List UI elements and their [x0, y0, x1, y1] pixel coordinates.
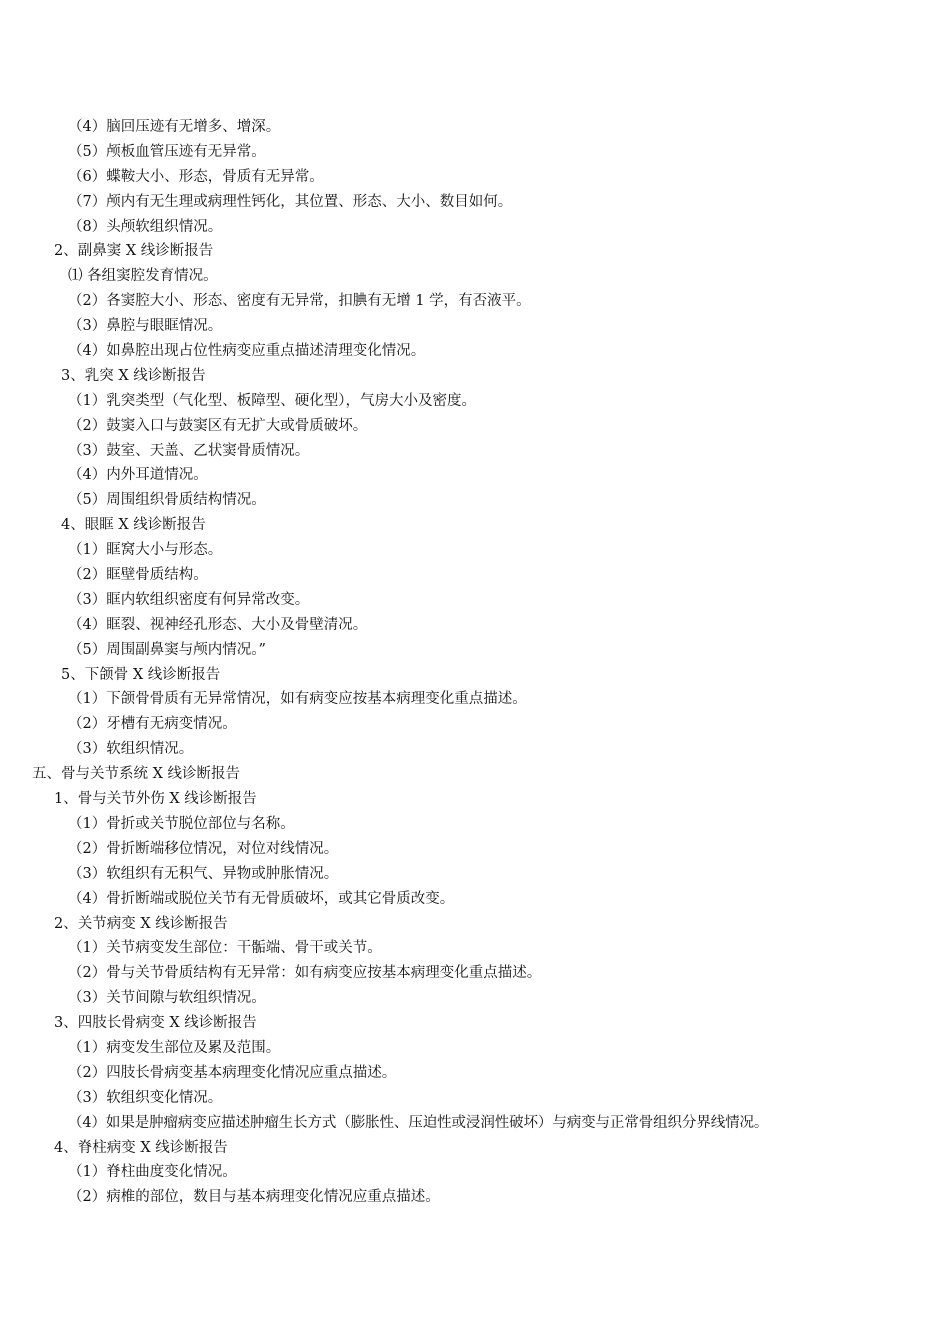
document-body — [0, 115, 950, 1210]
list-item: （4）骨折断端或脱位关节有无骨质破坏，或其它骨质改变。 — [68, 890, 455, 907]
list-item: （3）软组织情况。 — [68, 741, 194, 758]
list-item: （4）眶裂、视神经孔形态、大小及骨壁清况。 — [68, 616, 368, 633]
subsection-heading: 1、骨与关节外伤 X 线诊断报告 — [54, 791, 257, 808]
list-item: （7）颅内有无生理或病理性钙化，其位置、形态、大小、数目如何。 — [68, 193, 513, 210]
list-item: （2）牙槽有无病变情况。 — [68, 716, 237, 733]
list-item: （1）病变发生部位及累及范围。 — [68, 1039, 281, 1056]
list-item: （8）头颅软组织情况。 — [68, 218, 223, 235]
list-item: （1）乳突类型（气化型、板障型、硬化型），气房大小及密度。 — [68, 392, 476, 409]
list-item: （1）眶窝大小与形态。 — [68, 542, 223, 559]
list-item: （1）骨折或关节脱位部位与名称。 — [68, 815, 295, 832]
list-item: （1）关节病变发生部位：干骺端、骨干或关节。 — [68, 940, 382, 957]
list-item: （2）各窦腔大小、形态、密度有无异常，扣腆有无增 1 学，有否液平。 — [68, 293, 531, 310]
list-item: （3）软组织有无积气、异物或肿胀情况。 — [68, 865, 339, 882]
subsection-heading: 3、四肢长骨病变 X 线诊断报告 — [54, 1015, 257, 1032]
subsection-heading: 5、下颌骨 X 线诊断报告 — [61, 666, 221, 683]
list-item: （4）脑回压迹有无增多、增深。 — [68, 119, 281, 135]
list-item: ⑴ 各组窦腔发育情况。 — [68, 268, 218, 285]
subsection-heading: 2、关节病变 X 线诊断报告 — [54, 915, 228, 932]
list-item: （4）如果是肿瘤病变应描述肿瘤生长方式（膨胀性、压迫性或浸润性破坏）与病变与正常骨组织分界线情况。 — [68, 1114, 769, 1131]
list-item: （4）如鼻腔出现占位性病变应重点描述清理变化情况。 — [68, 343, 426, 360]
list-item: （1）下颌骨骨质有无异常情况，如有病变应按基本病理变化重点描述。 — [68, 691, 527, 708]
list-item: （2）眶壁骨质结构。 — [68, 567, 208, 584]
subsection-heading: 4、脊柱病变 X 线诊断报告 — [54, 1139, 228, 1156]
list-item: （4）内外耳道情况。 — [68, 467, 208, 484]
section-heading: 五、骨与关节系统 X 线诊断报告 — [32, 766, 241, 783]
list-item: （6）蝶鞍大小、形态，骨质有无异常。 — [68, 168, 324, 185]
list-item: （2）骨折断端移位情况，对位对线情况。 — [68, 840, 339, 857]
list-item: （5）颅板血管压迹有无异常。 — [68, 143, 266, 160]
list-item: （2）四肢长骨病变基本病理变化情况应重点描述。 — [68, 1064, 397, 1081]
list-item: （3）鼓室、天盖、乙状窦骨质情况。 — [68, 442, 310, 459]
list-item: （1）脊柱曲度变化情况。 — [68, 1164, 237, 1181]
subsection-heading: 2、副鼻窦 X 线诊断报告 — [54, 243, 214, 260]
list-item: （5）周围副鼻窦与颅内情况。” — [68, 641, 266, 658]
list-item: （3）眶内软组织密度有何异常改变。 — [68, 591, 310, 608]
list-item: （2）病椎的部位，数目与基本病理变化情况应重点描述。 — [68, 1189, 440, 1206]
list-item: （2）骨与关节骨质结构有无异常：如有病变应按基本病理变化重点描述。 — [68, 965, 542, 982]
subsection-heading: 4、眼眶 X 线诊断报告 — [61, 517, 206, 534]
list-item: （5）周围组织骨质结构情况。 — [68, 492, 266, 509]
subsection-heading: 3、乳突 X 线诊断报告 — [61, 367, 206, 384]
list-item: （2）鼓窦入口与鼓窦区有无扩大或骨质破坏。 — [68, 417, 368, 434]
list-item: （3）鼻腔与眼眶情况。 — [68, 318, 223, 335]
list-item: （3）关节间隙与软组织情况。 — [68, 990, 266, 1007]
list-item: （3）软组织变化情况。 — [68, 1089, 223, 1106]
